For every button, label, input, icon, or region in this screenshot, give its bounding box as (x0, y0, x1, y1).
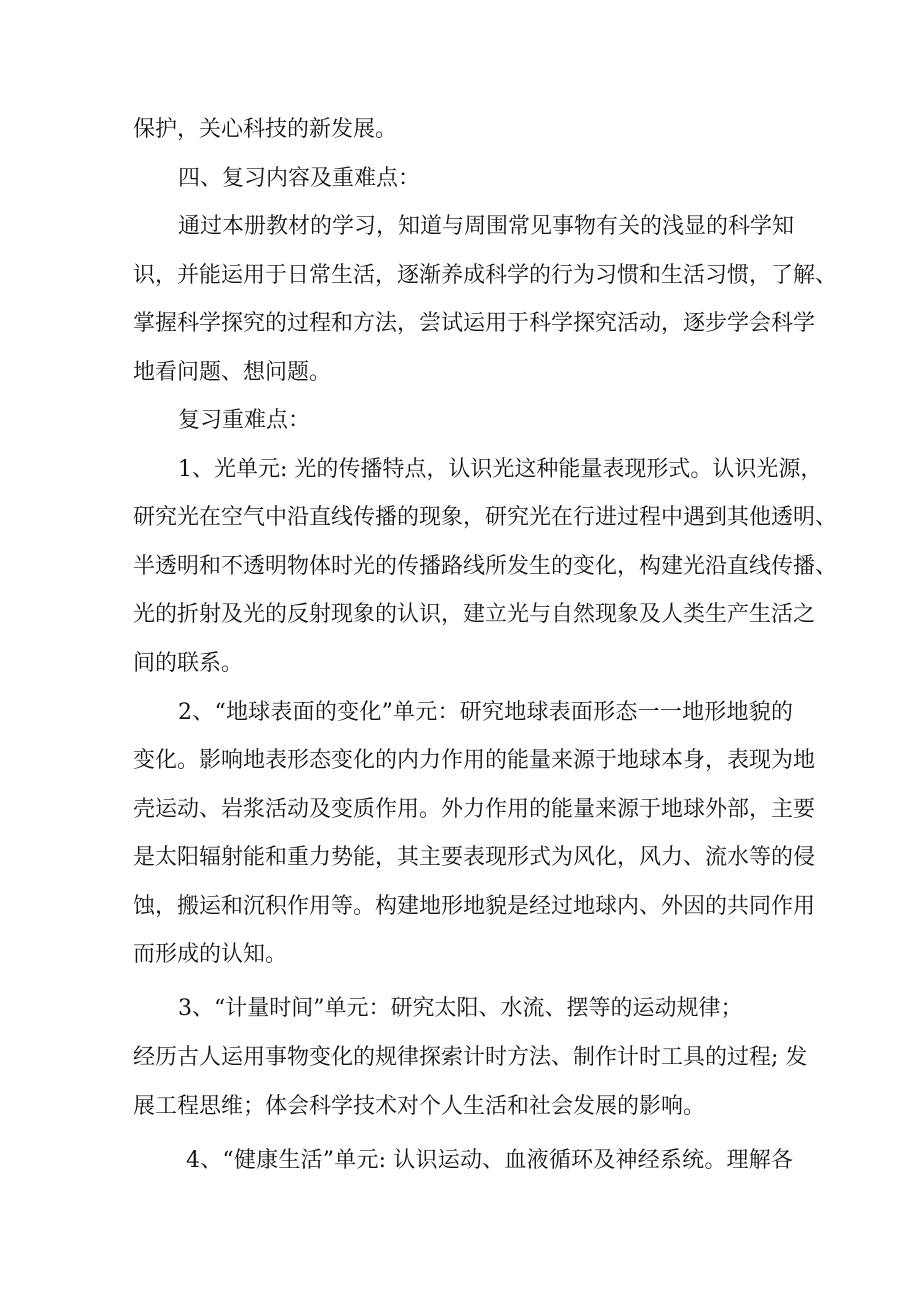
paragraph-line: 通过本册教材的学习，知道与周围常见事物有关的浅显的科学知 (178, 214, 795, 239)
section-heading: 四、复习内容及重难点： (178, 166, 421, 191)
subheading: 复习重难点： (178, 408, 311, 433)
paragraph-line: 半透明和不透明物体时光的传播路线所发生的变化，构建光沿直线传播、 (133, 554, 838, 579)
paragraph-line: 1、光单元: 光的传播特点，认识光这种能量表现形式。认识光源， (178, 457, 823, 482)
paragraph-line: 而形成的认知。 (133, 942, 288, 967)
paragraph-line: 掌握科学探究的过程和方法，尝试运用于科学探究活动，逐步学会科学 (133, 311, 816, 336)
paragraph-line: 4、“健康生活”单元: 认识运动、血液循环及神经系统。理解各 (186, 1148, 793, 1173)
paragraph-line: 保护，关心科技的新发展。 (133, 117, 398, 142)
paragraph-line: 经历古人运用事物变化的规律探索计时方法、制作计时工具的过程; 发 (133, 1045, 808, 1070)
paragraph-line: 2、“地球表面的变化”单元：研究地球表面形态一一地形地貌的 (178, 700, 793, 725)
paragraph-line: 是太阳辐射能和重力势能，其主要表现形式为风化，风力、流水等的侵 (133, 845, 816, 870)
paragraph-line: 研究光在空气中沿直线传播的现象，研究光在行进过程中遇到其他透明、 (133, 505, 838, 530)
paragraph-line: 光的折射及光的反射现象的认识，建立光与自然现象及人类生产生活之 (133, 602, 816, 627)
paragraph-line: 壳运动、岩浆活动及变质作用。外力作用的能量来源于地球外部，主要 (133, 797, 816, 822)
paragraph-line: 变化。影响地表形态变化的内力作用的能量来源于地球本身，表现为地 (133, 748, 816, 773)
paragraph-line: 展工程思维；体会科学技术对个人生活和社会发展的影响。 (133, 1094, 706, 1119)
paragraph-line: 地看问题、想问题。 (133, 360, 332, 385)
paragraph-line: 间的联系。 (133, 651, 244, 676)
paragraph-line: 3、“计量时间”单元：研究太阳、水流、摆等的运动规律； (178, 996, 743, 1021)
paragraph-line: 识，并能运用于日常生活，逐渐养成科学的行为习惯和生活习惯，了解、 (133, 263, 838, 288)
paragraph-line: 蚀，搬运和沉积作用等。构建地形地貌是经过地球内、外因的共同作用 (133, 894, 816, 919)
